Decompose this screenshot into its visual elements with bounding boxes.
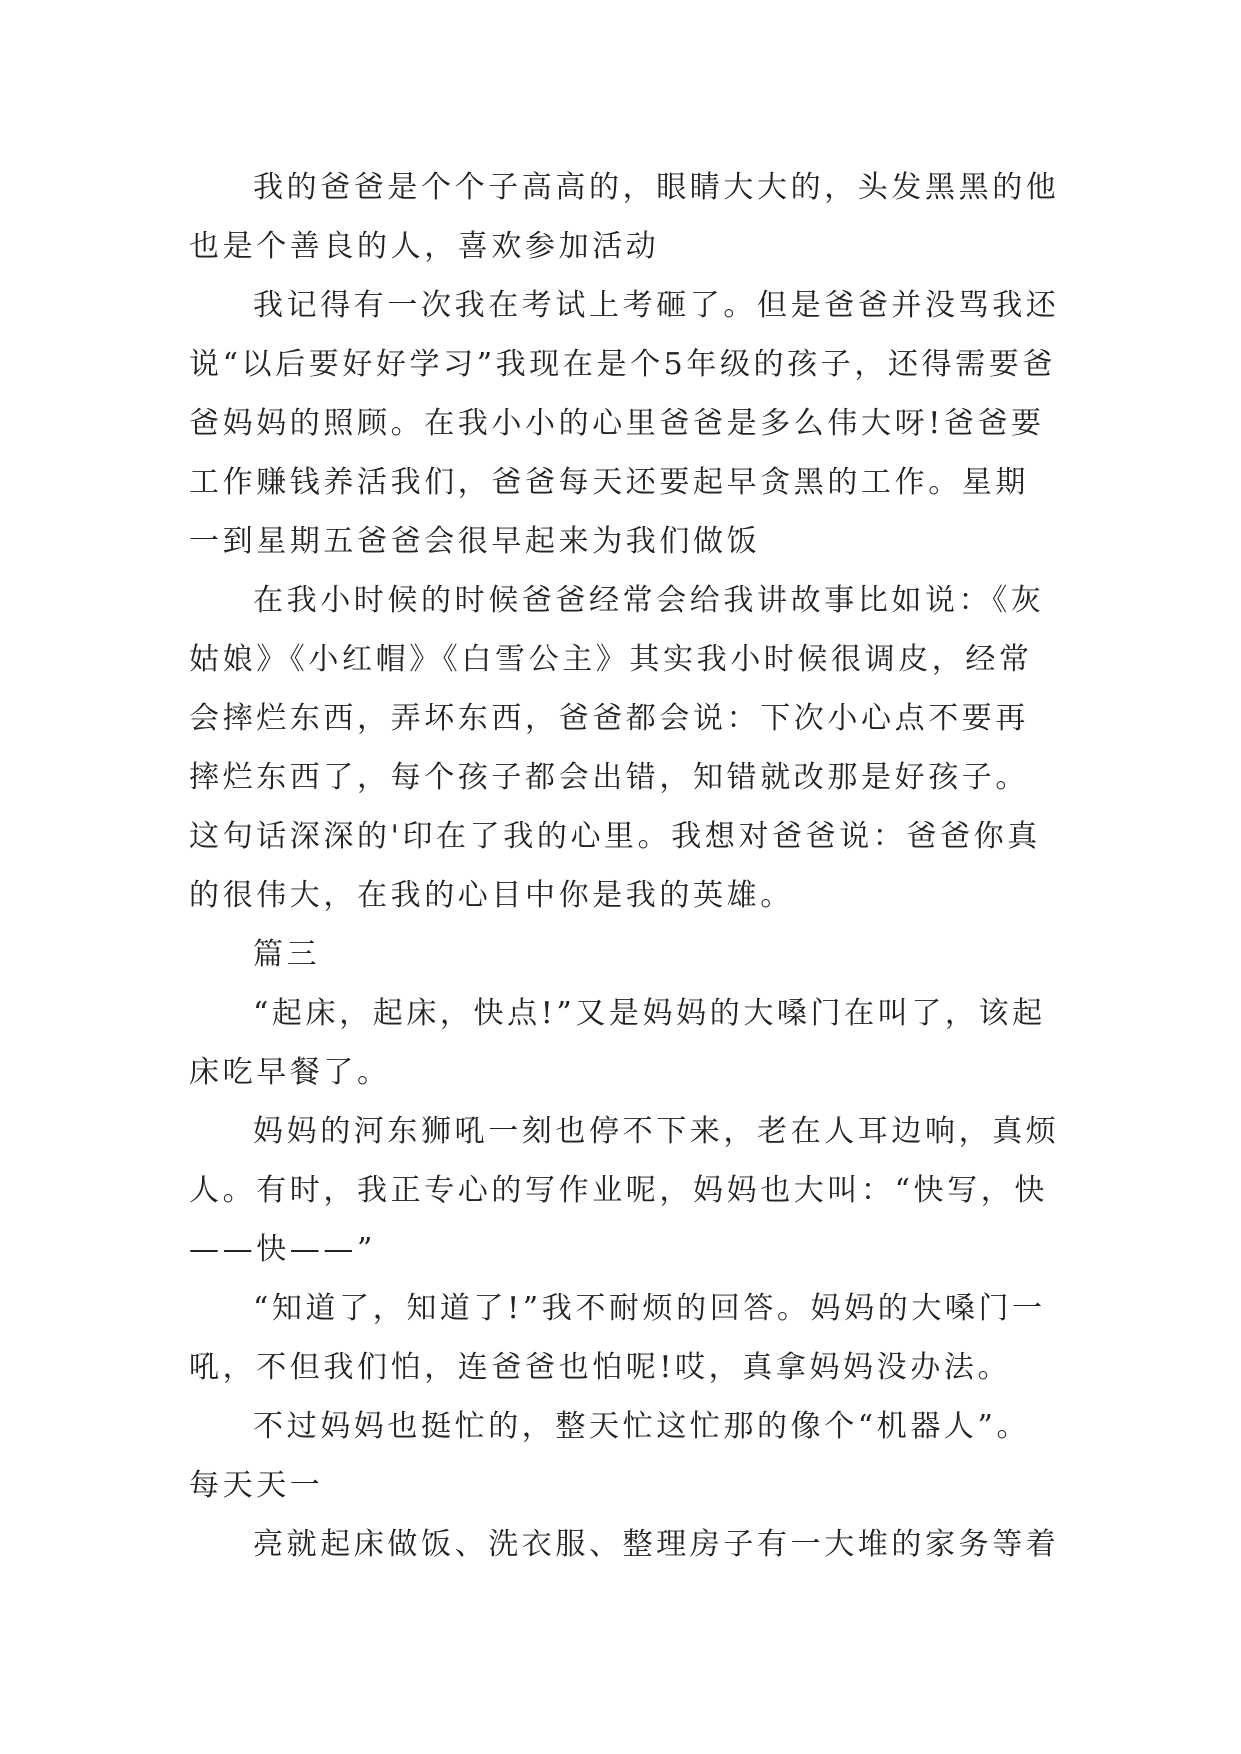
paragraph-6: “知道了，知道了!”我不耐烦的回答。妈妈的大嗓门一吼，不但我们怕，连爸爸也怕呢!哎，真拿妈妈没办法。 [189,1291,1046,1385]
paragraph-8: 亮就起床做饭、洗衣服、整理房子有一大堆的家务等着 [253,1527,1060,1562]
document-body [189,158,1061,1574]
section-heading: 篇三 [253,937,321,972]
paragraph-4: “起床，起床，快点!”又是妈妈的大嗓门在叫了，该起床吃早餐了。 [189,996,1046,1090]
paragraph-1: 我的爸爸是个个子高高的，眼睛大大的，头发黑黑的他也是个善良的人，喜欢参加活动 [189,170,1060,264]
paragraph-7: 不过妈妈也挺忙的，整天忙这忙那的像个“机器人”。每天天一 [189,1409,1031,1503]
paragraph-2: 我记得有一次我在考试上考砸了。但是爸爸并没骂我还说“以后要好好学习”我现在是个5年级的孩子，还得需要爸爸妈妈的照顾。在我小小的心里爸爸是多么伟大呀!爸爸要工作赚钱养活我们，爸爸每天还要起早贪黑的工作。星期一到星期五爸爸会很早起来为我们做饭 [189,288,1060,559]
paragraph-5: 妈妈的河东狮吼一刻也停不下来，老在人耳边响，真烦人。有时，我正专心的写作业呢，妈妈也大叫：“快写，快——快——” [189,1114,1060,1267]
paragraph-3: 在我小时候的时候爸爸经常会给我讲故事比如说：《灰姑娘》《小红帽》《白雪公主》其实我小时候很调皮，经常会摔烂东西，弄坏东西，爸爸都会说：下次小心点不要再摔烂东西了，每个孩子都会出错，知错就改那是好孩子。这句话深深的'印在了我的心里。我想对爸爸说：爸爸你真的很伟大，在我的心目中你是我的英雄。 [189,583,1045,913]
